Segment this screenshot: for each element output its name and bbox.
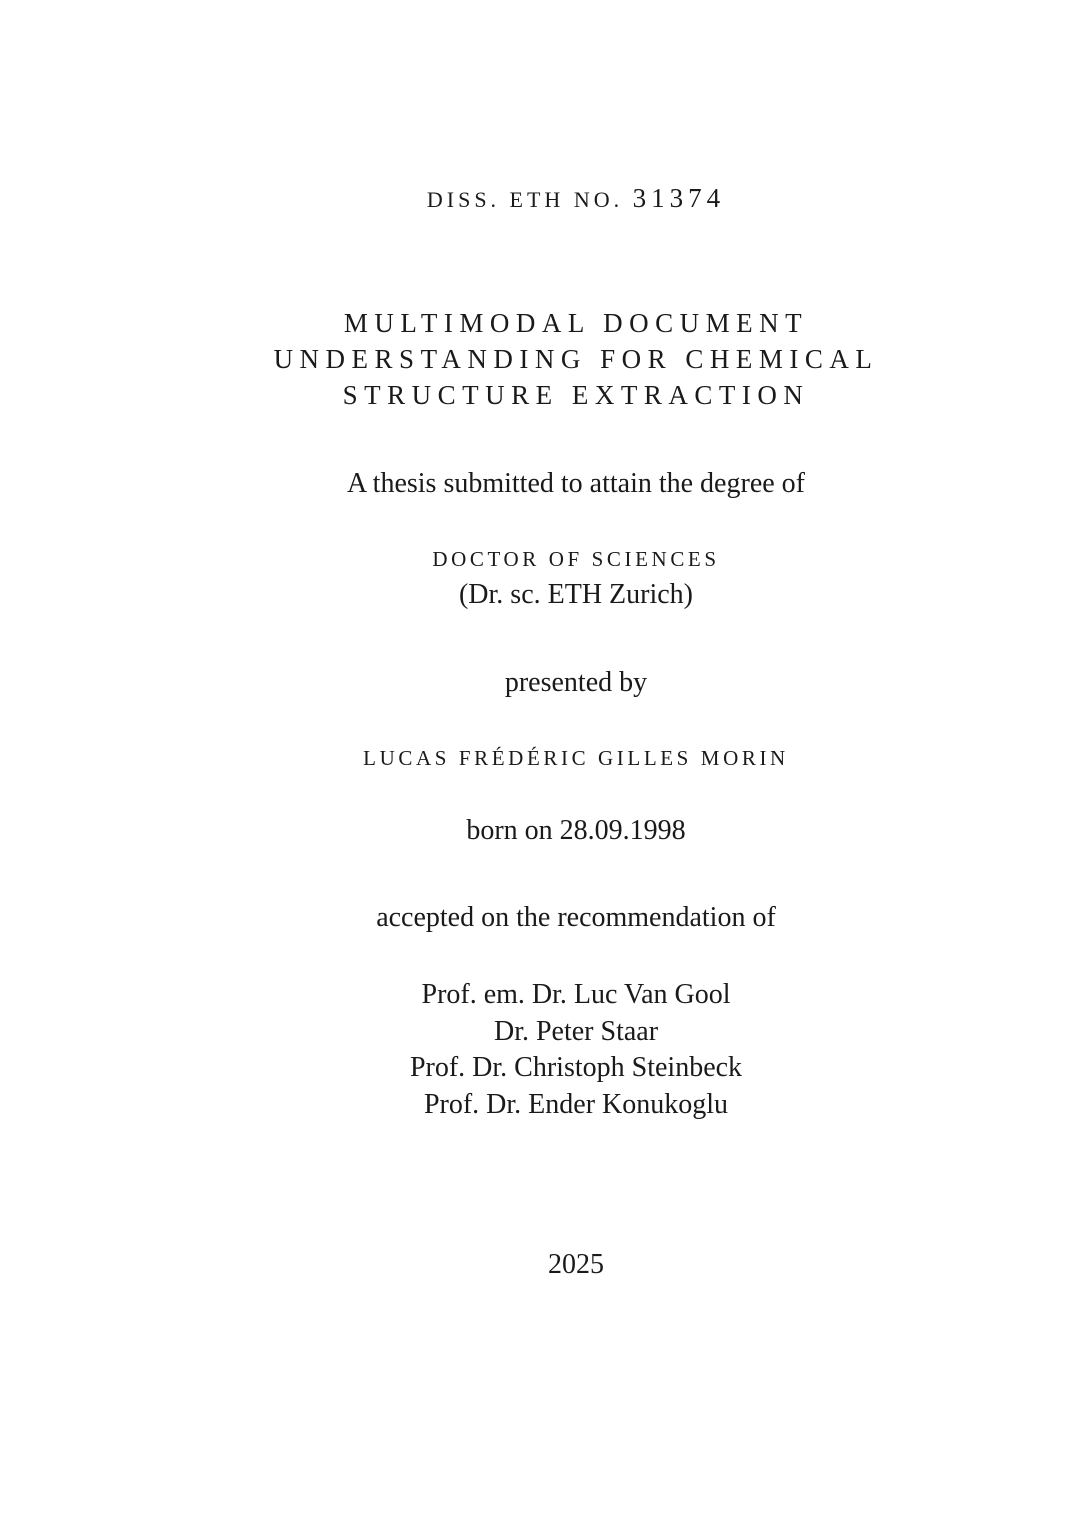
- advisor-2: Dr. Peter Staar: [493, 1015, 659, 1047]
- birth-date: born on 28.09.1998: [466, 815, 686, 846]
- advisor-list: [36, 977, 1080, 1123]
- dissertation-label: DISS. ETH NO.: [426, 187, 624, 212]
- advisor-1: Prof. em. Dr. Luc Van Gool: [421, 979, 731, 1010]
- dissertation-number-value: 31374: [632, 183, 726, 213]
- title-line-3: STRUCTURE EXTRACTION: [342, 380, 810, 410]
- degree-name: DOCTOR OF SCIENCES: [432, 547, 720, 571]
- submitted-text: A thesis submitted to attain the degree of: [346, 468, 805, 499]
- presented-by-text: presented by: [504, 667, 648, 698]
- advisor-4: Prof. Dr. Ender Konukoglu: [423, 1088, 729, 1120]
- publication-year: 2025: [548, 1249, 604, 1280]
- accepted-text: accepted on the recommendation of: [376, 902, 776, 933]
- advisor-3: Prof. Dr. Christoph Steinbeck: [409, 1052, 743, 1083]
- author-name: LUCAS FRÉDÉRIC GILLES MORIN: [363, 746, 789, 770]
- title-line-1: MULTIMODAL DOCUMENT: [343, 308, 809, 338]
- degree-abbreviation: (Dr. sc. ETH Zurich): [458, 579, 694, 610]
- dissertation-number: [36, 185, 1080, 212]
- title-line-2: UNDERSTANDING FOR CHEMICAL: [273, 344, 879, 374]
